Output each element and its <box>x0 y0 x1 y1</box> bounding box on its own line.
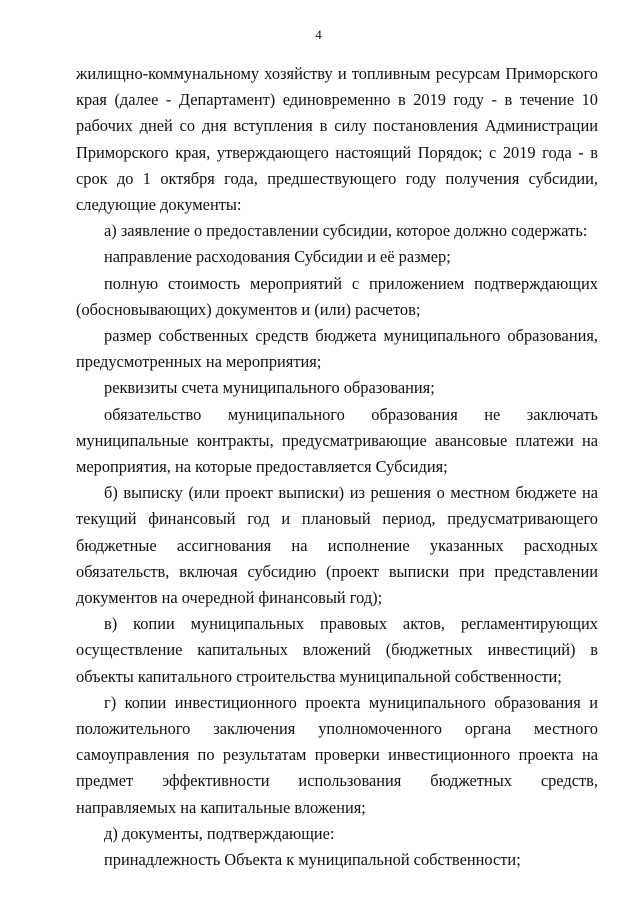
paragraph-item-g: г) копии инвестиционного проекта муниципального образования и положительного заключения уполномоченного органа местного самоуправления по результатам проверки инвестиционного проекта на предмет эффективности использования бюджетных средств, направляемых на капитальные вложения; <box>76 692 598 817</box>
document-body <box>76 61 598 873</box>
paragraph-ownership: принадлежность Объекта к муниципальной собственности; <box>104 850 521 870</box>
paragraph-full-cost: полную стоимость мероприятий с приложением подтверждающих (обосновывающих) документов и (или) расчетов; <box>76 273 598 319</box>
paragraph-item-v: в) копии муниципальных правовых актов, регламентирующих осуществление капитальных вложений (бюджетных инвестиций) в объекты капитального строительства муниципальной собственности; <box>76 614 598 686</box>
paragraph-account-details: реквизиты счета муниципального образования; <box>104 378 435 398</box>
paragraph-intro-continuation: жилищно-коммунальному хозяйству и топливным ресурсам Приморского края (далее - Департамент) единовременно в 2019 году - в течение 10 рабочих дней со дня вступления в силу постановления Администрации Приморского края, утверждающего настоящий Порядок; с 2019 года - в срок до 1 октября года, предшествующего году получения субсидии, следующие документы: <box>76 64 598 215</box>
paragraph-subsidy-direction: направление расходования Субсидии и её размер; <box>104 247 451 267</box>
paragraph-item-d: д) документы, подтверждающие: <box>104 823 335 843</box>
paragraph-own-funds: размер собственных средств бюджета муниципального образования, предусмотренных на мероприятия; <box>76 326 598 372</box>
paragraph-item-b: б) выписку (или проект выписки) из решения о местном бюджете на текущий финансовый год и плановый период, предусматривающего бюджетные ассигнования на исполнение указанных расходных обязательств, включая субсидию (проект выписки при представлении документов на очередной финансовый год); <box>76 483 598 608</box>
paragraph-item-a: а) заявление о предоставлении субсидии, которое должно содержать: <box>104 221 588 241</box>
page-number: 4 <box>315 27 322 42</box>
paragraph-obligation: обязательство муниципального образования не заключать муниципальные контракты, предусматривающие авансовые платежи на мероприятия, на которые предоставляется Субсидия; <box>76 404 598 477</box>
